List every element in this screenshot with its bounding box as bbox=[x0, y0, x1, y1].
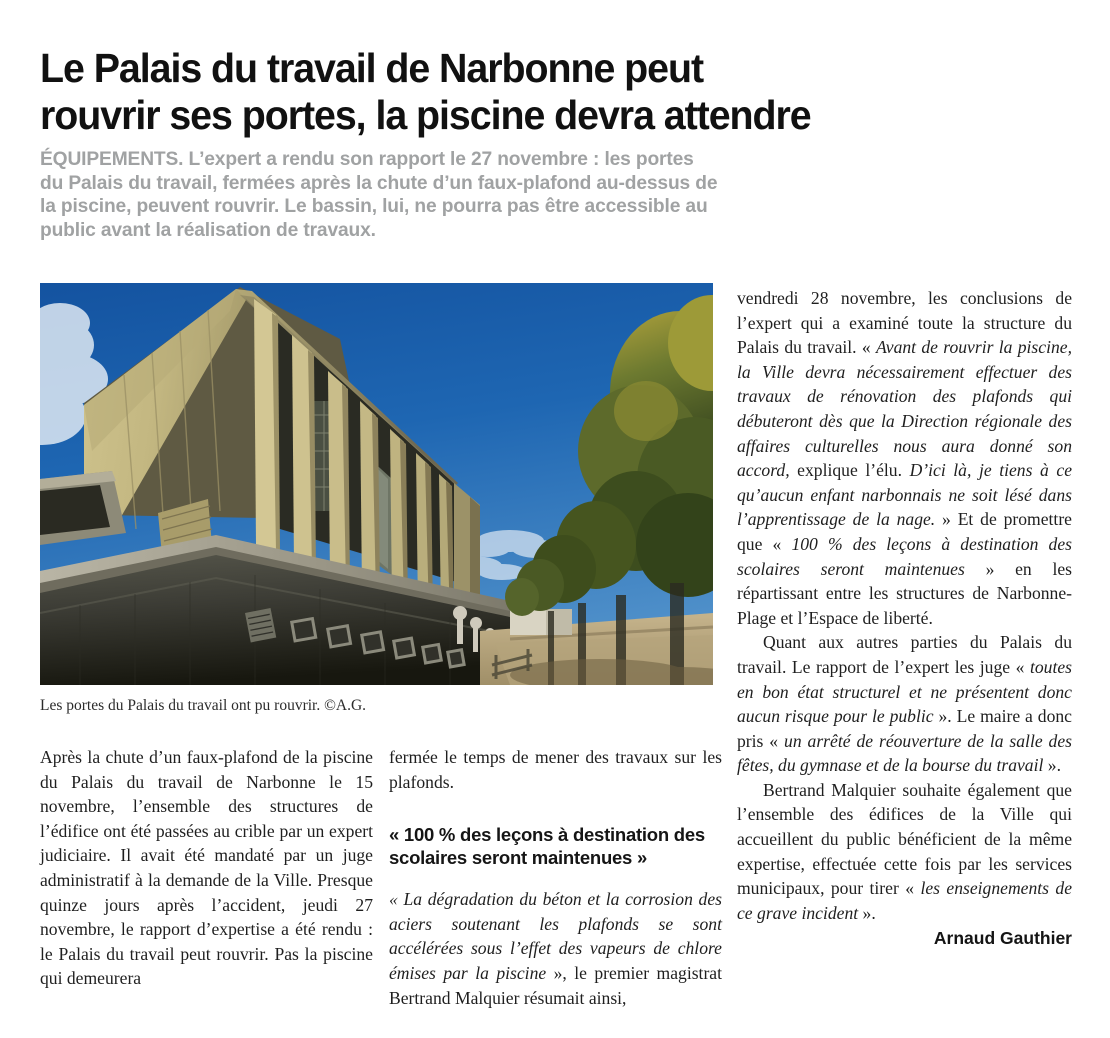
text-run: Bertrand Malquier souhaite également que l’ensemble des édifices de la Ville qui accueillent du public bénéficient de la même expertise, effectuée cette fois par les services municipaux, pour tirer « bbox=[737, 779, 1072, 899]
quote-italic: les enseignements de ce grave incident bbox=[737, 878, 1072, 923]
headline-line-2: rouvrir ses portes, la piscine devra attendre bbox=[40, 92, 811, 139]
paragraph: Après la chute d’un faux-plafond de la piscine du Palais du travail de Narbonne le 15 novembre, l’ensemble des structures de l’édifice ont été passées au crible par un expert judiciaire. Il avait été mandaté par un juge administratif à la demande de la Ville. Presque quinze jours après l’accident, jeudi 27 novembre, le rapport d’expertise a été rendu : le Palais du travail peut rouvrir. Pas la piscine qui demeurera bbox=[40, 747, 373, 989]
paragraph: fermée le temps de mener des travaux sur les plafonds. bbox=[389, 747, 722, 792]
quote-italic: toutes en bon état structurel et ne présentent donc aucun risque pour le public bbox=[737, 656, 1072, 727]
text-run: » Et de promettre que « bbox=[737, 509, 1072, 554]
quote-italic: « La dégradation du béton et la corrosion des aciers soutenant les plafonds se sont accélérées sous l’effet des vapeurs de chlore émises par la piscine bbox=[389, 889, 722, 983]
lead-paragraph: ÉQUIPEMENTS. L’expert a rendu son rapport le 27 novembre : les portes du Palais du travail, fermées après la chute d’un faux-plafond au-dessus de la piscine, peuvent rouvrir. Le bassin, lui, ne pourra pas être accessible au public avant la réalisation de travaux. bbox=[40, 148, 718, 241]
text-run: ». bbox=[858, 902, 876, 923]
byline: Arnaud Gauthier bbox=[933, 928, 1072, 949]
photo-caption: Les portes du Palais du travail ont pu rouvrir. ©A.G. bbox=[40, 697, 367, 714]
quote-italic: Avant de rouvrir la piscine, la Ville devra nécessairement effectuer des travaux de rénovation des plafonds qui débuteront dès que la Direction régionale des affaires culturelles nous aura donné son accord, bbox=[737, 337, 1072, 481]
article-photo bbox=[40, 283, 713, 685]
palais-du-travail-photo-illustration bbox=[40, 283, 713, 685]
section-subheading: « 100 % des leçons à destination des scolaires seront maintenues » bbox=[389, 824, 705, 869]
text-run: Quant aux autres parties du Palais du travail. Le rapport de l’expert les juge « bbox=[737, 632, 1072, 677]
text-run: » en les répartissant entre les structures de Narbonne-Plage et l’Espace de liberté. bbox=[737, 558, 1072, 628]
text-run: ». bbox=[1043, 755, 1061, 776]
text-run: vendredi 28 novembre, les conclusions de l’expert qui a examiné toute la structure du Palais du travail. « bbox=[737, 288, 1072, 358]
paragraph bbox=[737, 778, 1072, 926]
quote-italic: un arrêté de réouverture de la salle des fêtes, du gymnase et de la bourse du travail bbox=[737, 730, 1073, 776]
body-column-2 bbox=[389, 745, 722, 1010]
body-column-3 bbox=[737, 286, 1072, 951]
text-run: ». Le maire a donc pris « bbox=[737, 706, 1072, 751]
quote-attribution: », le premier magistrat Bertrand Malquier résumait ainsi, bbox=[389, 962, 723, 1008]
body-column-1 bbox=[40, 745, 373, 991]
quote-italic: D’ici là, je tiens à ce qu’aucun enfant narbonnais ne soit lésé dans l’apprentissage de la nage. bbox=[737, 460, 1072, 530]
quote-italic: 100 % des leçons à destination des scolaires seront maintenues bbox=[737, 533, 1073, 579]
page-title bbox=[40, 45, 1034, 139]
paragraph bbox=[389, 887, 722, 1010]
paragraph bbox=[737, 630, 1072, 778]
paragraph bbox=[737, 286, 1072, 630]
text-run: explique l’élu. bbox=[789, 460, 910, 481]
headline-line-1: Le Palais du travail de Narbonne peut bbox=[40, 45, 704, 92]
